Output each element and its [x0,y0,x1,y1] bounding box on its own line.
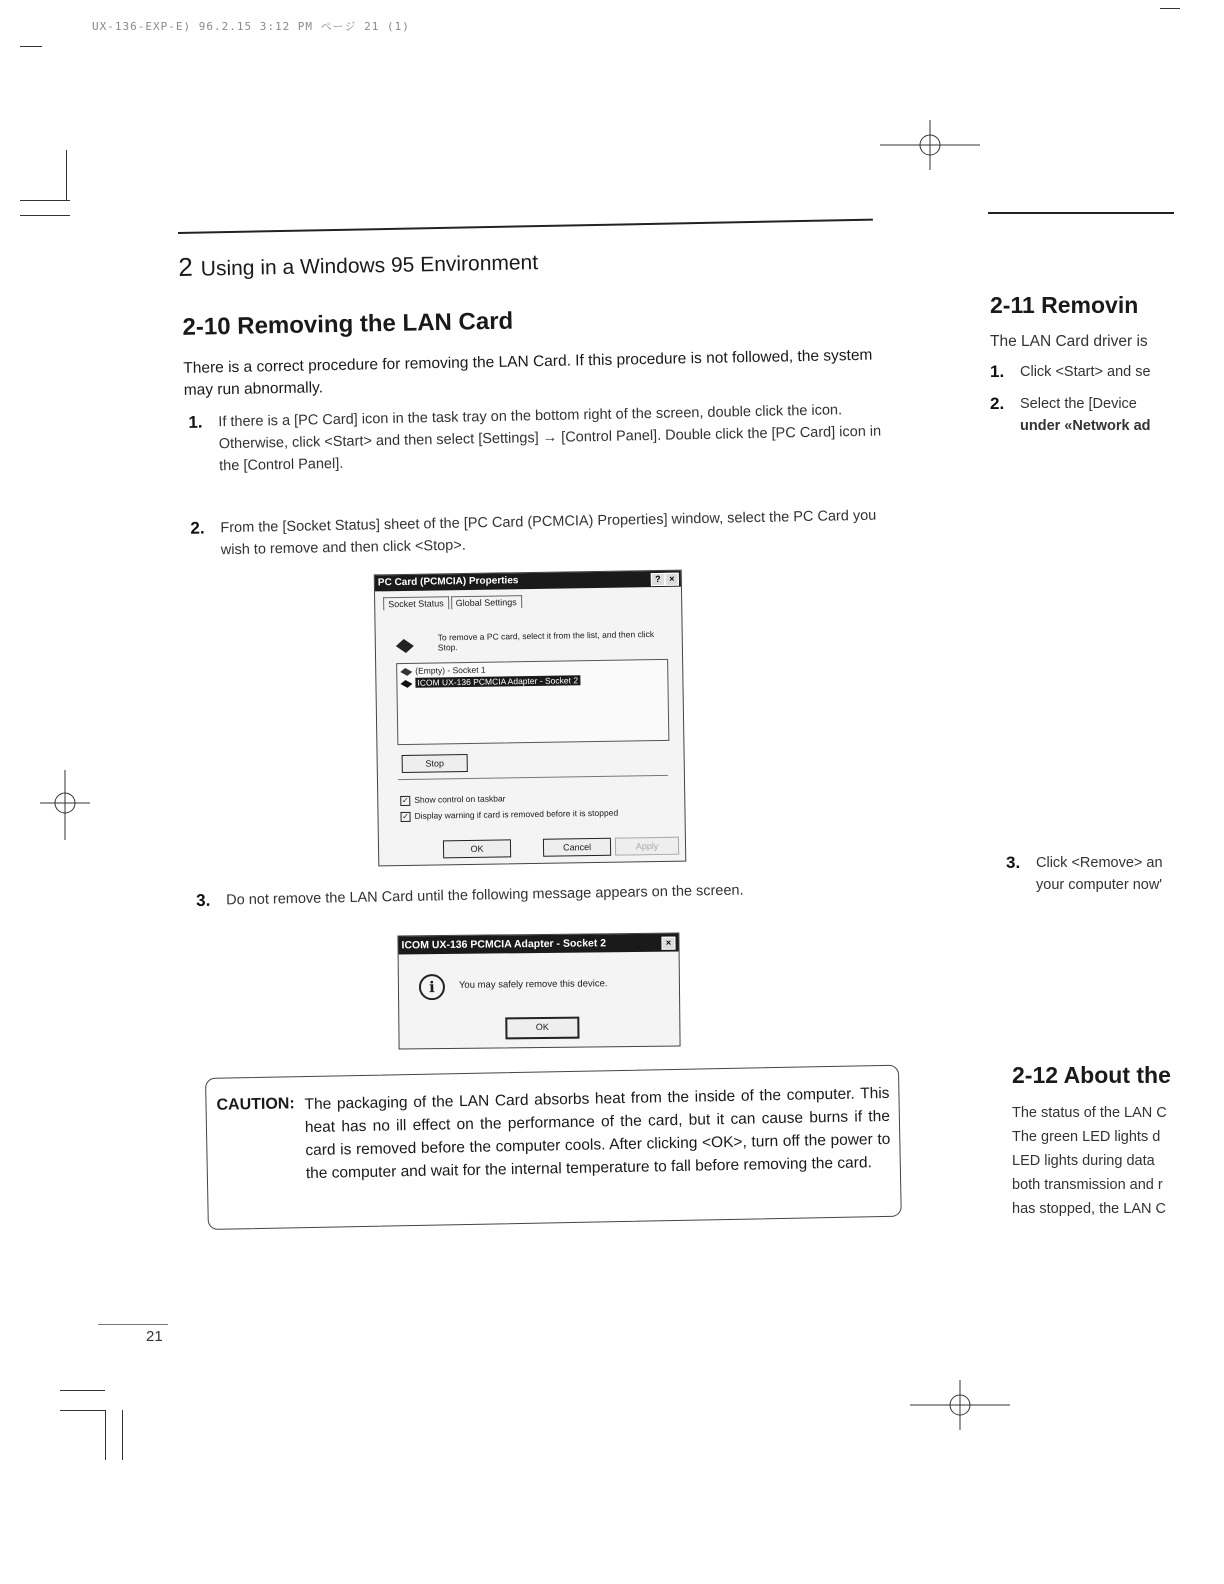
list-item[interactable]: (Empty) - Socket 1 [415,664,486,676]
checkbox-label: Display warning if card is removed before it is stopped [414,807,619,821]
step-text: Click <Start> and se [1020,364,1151,380]
safe-remove-dialog [397,933,680,1050]
ok-button[interactable]: OK [505,1017,579,1040]
section-2-10 [178,286,898,559]
step-1 [188,398,889,477]
header-rule [178,219,873,234]
divider [398,775,668,780]
section-intro: There is a correct procedure for removing the LAN Card. If this procedure is not followed, the system may run abnormally. [183,346,873,399]
checkbox-label: Show control on taskbar [414,793,506,805]
tab-global-settings[interactable]: Global Settings [451,595,522,609]
apply-button[interactable]: Apply [615,837,679,856]
checkbox-box[interactable]: ✓ [402,811,409,821]
step-number: 2. [990,394,1005,413]
card-icon [399,679,413,689]
help-button[interactable]: ? [651,573,665,586]
page-number-rule [98,1324,168,1325]
checkbox-box[interactable]: ✓ [401,795,409,805]
display-warning-checkbox[interactable] [400,808,618,822]
step-text: Click <Remove> an [1036,855,1163,871]
section-2-12 [1012,1062,1224,1221]
crop-mark [20,46,42,47]
crop-mark [105,1410,106,1460]
crop-mark [60,1390,105,1391]
registration-mark-icon [880,120,980,170]
step-2 [190,504,891,561]
instruction-text: To remove a PC card, select it from the list, and then click Stop. [437,629,655,653]
page-number: 21 [146,1328,163,1345]
step-text: under «Network ad [1020,418,1151,434]
step-3 [196,877,896,912]
step-number: 3. [1006,853,1021,872]
scan-header: UX-136-EXP-E) 96.2.15 3:12 PM ページ 21 (1) [92,20,410,33]
chapter-heading [178,245,538,283]
body-line: The green LED lights d [1012,1129,1161,1145]
chapter-title: Using in a Windows 95 Environment [200,251,539,281]
step-text: Do not remove the LAN Card until the following message appears on the screen. [226,882,744,909]
pc-card-properties-dialog [374,570,687,867]
dialog-title-bar [375,571,681,592]
section-title: 2-10 Removing the LAN Card [182,307,514,341]
crop-mark [1160,8,1180,9]
caution-label: CAUTION: [216,1095,295,1114]
dialog-title-bar [398,934,678,955]
dialog-message: You may safely remove this device. [458,978,608,991]
list-item-selected[interactable]: ICOM UX-136 PCMCIA Adapter - Socket 2 [417,675,579,688]
info-icon: i [419,974,445,1000]
ok-button[interactable]: OK [443,839,511,858]
section-title: 2-12 About the [1012,1062,1171,1088]
step-2 [990,393,1224,437]
card-icon [399,667,413,677]
chapter-number: 2 [178,251,194,282]
body-line: The status of the LAN C [1012,1105,1167,1121]
socket-list[interactable] [396,659,669,745]
caution-box [205,1065,902,1230]
step-1 [990,361,1224,383]
body-line: The LAN Card driver is [990,333,1148,350]
body-line: LED lights during data [1012,1153,1155,1169]
crop-mark [122,1410,123,1460]
dialog-title: PC Card (PCMCIA) Properties [377,575,519,589]
crop-mark [60,1410,105,1411]
cancel-button[interactable]: Cancel [543,838,611,857]
step-number: 3. [196,890,211,910]
step-text: If there is a [PC Card] icon in the task tray on the bottom right of the screen, double click the icon. Otherwise, click <Start> and then select [Settings] → [Control Panel]. Double click the [PC Card] icon in the [Control Panel]. [218,402,882,475]
close-button[interactable]: × [661,937,675,950]
registration-mark-icon [40,770,90,840]
dialog-title: ICOM UX-136 PCMCIA Adapter - Socket 2 [401,937,607,952]
header-rule-right [988,212,1174,214]
close-button[interactable]: × [665,573,679,586]
body-line: has stopped, the LAN C [1012,1201,1166,1217]
body-line: both transmission and r [1012,1177,1163,1193]
show-control-checkbox[interactable] [400,793,505,805]
tab-bar [383,595,524,610]
crop-mark [20,215,70,216]
step-text: From the [Socket Status] sheet of the [PC Card (PCMCIA) Properties] window, select the PC Card you wish to remove and then click <Stop>. [220,507,877,559]
tab-socket-status[interactable]: Socket Status [383,596,449,610]
crop-mark [66,150,67,200]
crop-mark [20,200,70,201]
step-3-right [1006,852,1224,896]
step-number: 2. [190,518,205,538]
section-2-11 [990,292,1224,437]
step-number: 1. [188,412,203,432]
section-title: 2-11 Removin [990,292,1139,318]
section-body [1012,1101,1224,1221]
registration-mark-icon [910,1380,1010,1430]
stop-button[interactable]: Stop [402,754,468,773]
caution-text: The packaging of the LAN Card absorbs heat from the inside of the computer. This heat has no ill effect on the performance of the card, but it can cause burns if the card is removed before the computer cools. After clicking <OK>, turn off the power to the computer and wait for the internal temperature to fall before removing the card. [304,1084,891,1183]
step-number: 1. [990,362,1005,381]
step-text: your computer now' [1036,877,1163,893]
step-3 [1006,852,1224,896]
step-text: Select the [Device [1020,396,1137,412]
pc-card-icon [394,637,416,655]
